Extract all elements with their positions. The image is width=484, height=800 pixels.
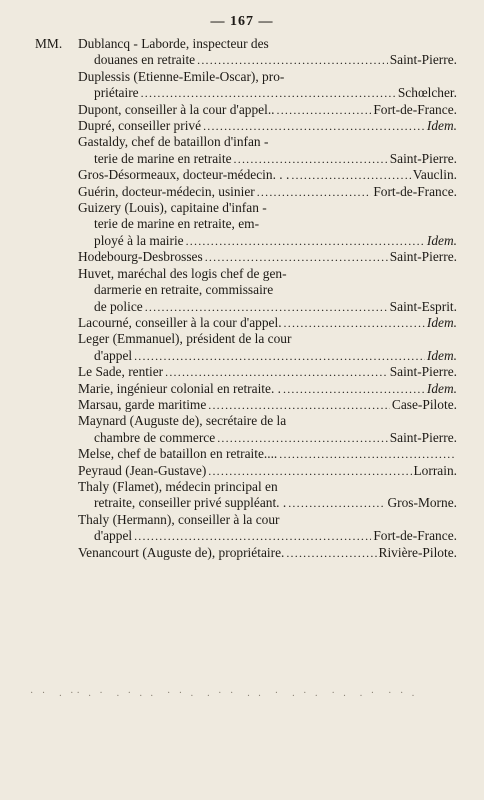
entry-text: Marsau, garde maritime	[78, 396, 207, 412]
dot-leader	[141, 85, 396, 101]
dot-leader	[291, 167, 410, 183]
entry-place: Saint-Pierre.	[389, 249, 457, 265]
entry-place: Saint-Pierre.	[389, 364, 457, 380]
entry-line	[78, 381, 457, 397]
entry-text: terie de marine en retraite, em-	[94, 216, 260, 232]
entry-line	[78, 331, 457, 347]
dot-leader	[197, 52, 388, 68]
entry-text: Peyraud (Jean-Gustave)	[78, 462, 207, 478]
entry-text: Leger (Emmanuel), président de la cour	[78, 331, 292, 347]
dot-leader	[257, 184, 372, 200]
dot-leader	[134, 528, 371, 544]
entry-text: Guizery (Louis), capitaine d'infan -	[78, 200, 267, 216]
list-entry	[78, 364, 457, 380]
entry-text: priétaire	[94, 85, 139, 101]
entry-line	[78, 446, 457, 462]
entry-place: Lorrain.	[413, 462, 457, 478]
entry-text: d'appel	[94, 347, 133, 363]
entry-text: douanes en retraite	[94, 52, 196, 68]
entry-text: ployé à la mairie	[94, 232, 184, 248]
dot-leader	[288, 495, 385, 511]
list-entry	[78, 463, 457, 479]
page-bottom-dotted-rule: · · . ·· . · . · . . · · . . · · . . · . · . · . . · · · .	[30, 688, 418, 699]
entry-place: Vauclin.	[412, 167, 457, 183]
entry-text: Maynard (Auguste de), secrétaire de la	[78, 413, 287, 429]
entry-line	[78, 315, 457, 331]
list-entry	[78, 118, 457, 134]
entry-line	[78, 200, 457, 216]
entry-line	[78, 397, 457, 413]
entry-line	[78, 216, 457, 232]
entry-line	[78, 430, 457, 446]
entry-line	[78, 151, 457, 167]
entry-text: terie de marine en retraite	[94, 150, 232, 166]
entry-place: Saint-Pierre.	[389, 52, 457, 68]
entry-text: Dublancq - Laborde, inspecteur des	[78, 36, 269, 51]
list-entry	[78, 69, 457, 102]
dot-leader	[165, 364, 388, 380]
entry-line	[78, 69, 457, 85]
entry-line	[78, 52, 457, 68]
entry-place: Idem.	[426, 118, 457, 134]
entry-text: Duplessis (Etienne-Emile-Oscar), pro-	[78, 68, 285, 84]
entry-text: Gastaldy, chef de bataillon d'infan -	[78, 134, 269, 150]
list-entry	[78, 512, 457, 545]
entry-text: Melse, chef de bataillon en retraite....	[78, 446, 278, 462]
entry-place: Idem.	[426, 380, 457, 396]
entry-place: Fort-de-France.	[373, 183, 457, 199]
entry-line	[78, 348, 457, 364]
entry-place: Fort-de-France.	[373, 528, 457, 544]
list-entry	[78, 36, 457, 69]
entry-line	[78, 463, 457, 479]
entry-line	[78, 495, 457, 511]
entry-text: chambre de commerce	[94, 429, 216, 445]
dot-leader	[283, 381, 425, 397]
entry-line	[78, 282, 457, 298]
entry-line	[78, 528, 457, 544]
entry-place: Gros-Morne.	[387, 495, 457, 511]
entry-place: Idem.	[426, 314, 457, 330]
entry-place: Saint-Esprit.	[389, 298, 457, 314]
entry-text: Lacourné, conseiller à la cour d'appel.	[78, 314, 282, 330]
entry-line	[78, 545, 457, 561]
entry-text: Hodebourg-Desbrosses	[78, 249, 203, 265]
entry-text: Dupont, conseiller à la cour d'appel..	[78, 101, 275, 117]
dot-leader	[277, 102, 372, 118]
entry-line	[78, 266, 457, 282]
entry-line	[78, 233, 457, 249]
list-entry	[78, 102, 457, 118]
list-entry	[78, 134, 457, 167]
entry-line	[78, 167, 457, 183]
entry-line	[78, 85, 457, 101]
entry-text: Marie, ingénieur colonial en retraite. .	[78, 380, 282, 396]
list-entry	[78, 381, 457, 397]
entry-line	[78, 184, 457, 200]
list-entry	[78, 413, 457, 446]
dot-leader	[286, 545, 376, 561]
entry-text: Thaly (Hermann), conseiller à la cour	[78, 511, 280, 527]
honorific-prefix: MM.	[35, 36, 63, 51]
dot-leader	[145, 299, 388, 315]
entry-line	[78, 249, 457, 265]
list-entry	[78, 266, 457, 315]
list-entry	[78, 184, 457, 200]
entry-text: Dupré, conseiller privé	[78, 118, 202, 134]
entry-text: Guérin, docteur-médecin, usinier	[78, 183, 255, 199]
entry-text: Gros-Désormeaux, docteur-médecin. . .	[78, 167, 290, 183]
page-number: — 167 —	[210, 14, 274, 29]
dot-leader	[217, 430, 387, 446]
entry-place: Rivière-Pilote.	[378, 544, 457, 560]
list-entry	[78, 545, 457, 561]
entry-place: Fort-de-France.	[373, 101, 457, 117]
entry-text: Huvet, maréchal des logis chef de gen-	[78, 265, 287, 281]
entry-place: Schœlcher.	[397, 85, 457, 101]
list-entry	[78, 331, 457, 364]
entry-text: Thaly (Flamet), médecin principal en	[78, 478, 278, 494]
list-entry	[78, 315, 457, 331]
entry-text: Le Sade, rentier	[78, 364, 164, 380]
dot-leader	[186, 233, 425, 249]
entry-line	[78, 413, 457, 429]
entry-place: Idem.	[426, 232, 457, 248]
dot-leader	[203, 118, 425, 134]
entry-line	[78, 364, 457, 380]
entry-line	[78, 118, 457, 134]
list-entry	[78, 200, 457, 249]
dot-leader	[208, 463, 411, 479]
entry-text: darmerie en retraite, commissaire	[94, 282, 274, 298]
entry-line	[78, 36, 457, 52]
entry-place: Saint-Pierre.	[389, 150, 457, 166]
member-list	[78, 36, 457, 561]
dot-leader	[208, 397, 390, 413]
entry-text: retraite, conseiller privé suppléant. .	[94, 495, 287, 511]
entry-place: Saint-Pierre.	[389, 429, 457, 445]
entry-text: Venancourt (Auguste de), propriétaire.	[78, 544, 285, 560]
entry-place: Case-Pilote.	[391, 396, 457, 412]
list-entry	[78, 167, 457, 183]
entry-line	[78, 512, 457, 528]
entry-line	[78, 102, 457, 118]
entry-line	[78, 479, 457, 495]
entry-line	[78, 134, 457, 150]
list-entry	[78, 249, 457, 265]
dot-leader	[134, 348, 425, 364]
dot-leader	[284, 315, 425, 331]
list-entry	[78, 397, 457, 413]
entry-place: Idem.	[426, 347, 457, 363]
dot-leader	[205, 249, 388, 265]
list-entry	[78, 446, 457, 462]
dot-leader	[279, 446, 455, 462]
dot-leader	[234, 151, 388, 167]
entry-text: d'appel	[94, 528, 133, 544]
entry-line	[78, 299, 457, 315]
entry-text: de police	[94, 298, 143, 314]
list-entry	[78, 479, 457, 512]
